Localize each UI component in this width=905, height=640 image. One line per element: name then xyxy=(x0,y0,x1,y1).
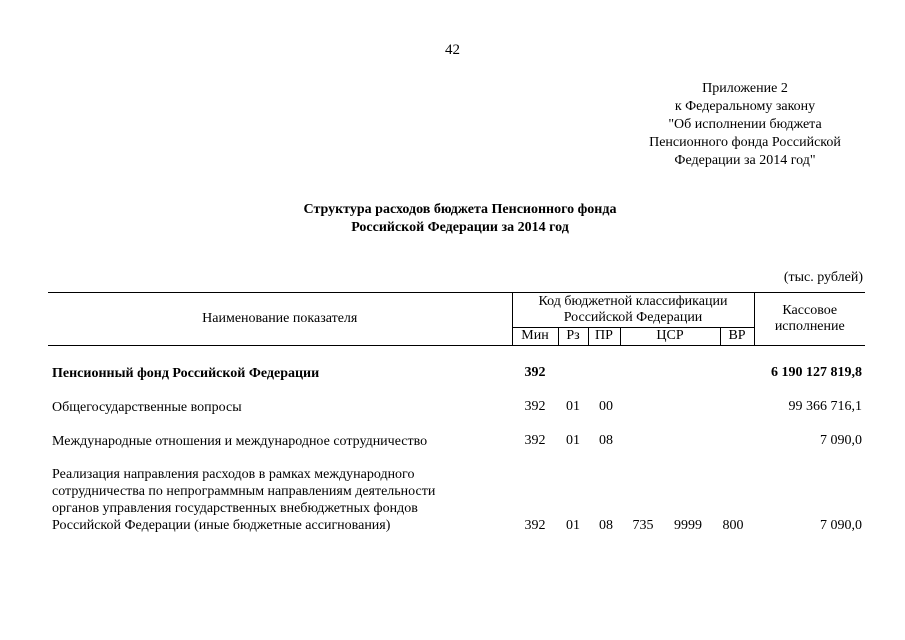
row-value: 6 190 127 819,8 xyxy=(771,365,862,380)
page-number: 42 xyxy=(445,42,460,58)
row-name xyxy=(52,466,492,534)
row-value: 7 090,0 xyxy=(820,433,862,448)
row-min: 392 xyxy=(524,518,546,533)
row-csr-part2: 9999 xyxy=(674,518,702,533)
row-rz: 01 xyxy=(566,433,580,448)
row-value: 99 366 716,1 xyxy=(788,399,862,414)
document-title xyxy=(180,201,740,237)
title-line: Российской Федерации за 2014 год xyxy=(351,220,569,235)
header-rz: Рз xyxy=(558,327,588,345)
units-label: (тыс. рублей) xyxy=(783,270,863,285)
title-line: Структура расходов бюджета Пенсионного фонда xyxy=(303,202,617,217)
row-pr: 00 xyxy=(599,399,613,414)
header-execution xyxy=(754,293,865,346)
row-vr: 800 xyxy=(722,518,744,533)
header-vr: ВР xyxy=(720,327,754,345)
row-name: Общегосударственные вопросы xyxy=(52,400,242,415)
row-name: Пенсионный фонд Российской Федерации xyxy=(52,366,320,381)
header-csr: ЦСР xyxy=(620,327,720,345)
row-min: 392 xyxy=(524,399,546,414)
row-min: 392 xyxy=(524,365,546,380)
appendix-line: Приложение 2 xyxy=(702,81,788,96)
row-name-line: Реализация направления расходов в рамках международного xyxy=(52,467,415,482)
appendix-line: Федерации за 2014 год" xyxy=(674,153,816,168)
row-csr-part1: 735 xyxy=(632,518,654,533)
header-code-line: Код бюджетной классификации xyxy=(538,293,728,309)
header-min: Мин xyxy=(512,327,558,345)
row-pr: 08 xyxy=(599,433,613,448)
row-pr: 08 xyxy=(599,518,613,533)
appendix-line: к Федеральному закону xyxy=(674,99,816,114)
header-name: Наименование показателя xyxy=(48,293,512,346)
row-name-line: Российской Федерации (иные бюджетные ассигнования) xyxy=(52,518,391,533)
header-pr: ПР xyxy=(588,327,620,345)
row-value: 7 090,0 xyxy=(820,518,862,533)
header-code-group xyxy=(512,293,754,328)
appendix-line: Пенсионного фонда Российской xyxy=(649,135,841,150)
row-rz: 01 xyxy=(566,518,580,533)
row-min: 392 xyxy=(524,433,546,448)
header-exec-line: Кассовое xyxy=(782,303,838,318)
row-rz: 01 xyxy=(566,399,580,414)
table-header xyxy=(48,292,865,346)
appendix-note xyxy=(600,80,890,170)
appendix-line: "Об исполнении бюджета xyxy=(668,117,822,132)
header-exec-line: исполнение xyxy=(774,319,845,334)
row-name-line: органов управления государственных внебюджетных фондов xyxy=(52,501,418,516)
row-name: Международные отношения и международное сотрудничество xyxy=(52,434,428,449)
row-name-line: сотрудничества по непрограммным направлениям деятельности xyxy=(52,484,436,499)
header-code-line: Российской Федерации xyxy=(563,309,703,325)
table-row xyxy=(0,466,905,538)
